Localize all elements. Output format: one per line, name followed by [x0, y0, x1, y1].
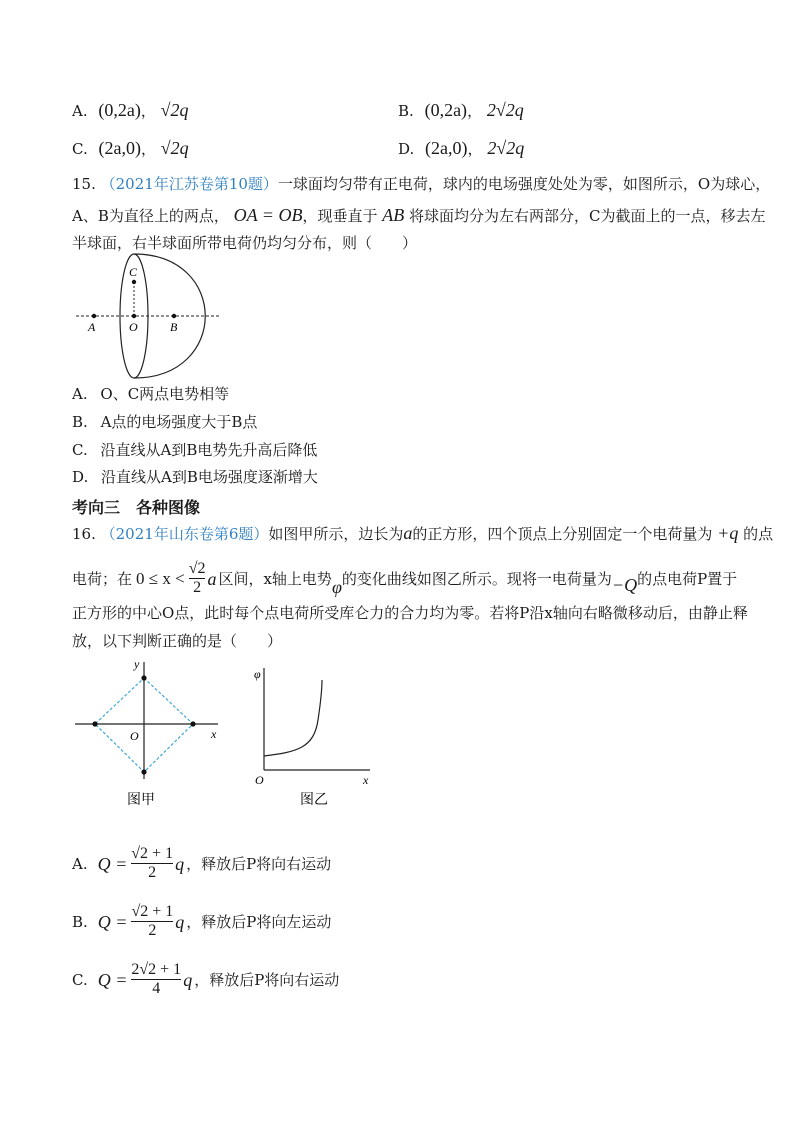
q15-line2: [72, 205, 766, 226]
var-q: q: [175, 853, 185, 874]
label-y: y: [134, 657, 140, 671]
var-q: q: [183, 969, 193, 990]
question-text: 将球面均分为左右两部分，C为截面上的一点，移去左: [409, 207, 766, 225]
option-charge: √2q: [160, 138, 189, 158]
question-source: （2021年江苏卷第10题）: [100, 175, 278, 193]
charge-minus-q: −Q: [611, 574, 638, 595]
question-text: 一球面均匀带有正电荷，球内的电场强度处处为零，如图所示，O为球心，: [277, 175, 771, 193]
hemisphere-figure: [74, 248, 234, 388]
label-o: O: [130, 729, 139, 743]
question-source: （2021年山东卷第6题）: [100, 525, 269, 543]
option-letter: C.: [72, 140, 88, 158]
q14-option-d: D. (2a,0)， 2√2q: [398, 138, 525, 158]
q16-option-b: [72, 903, 331, 940]
question-text: 的变化曲线如图乙所示。现将一电荷量为: [341, 569, 612, 588]
q15-line1: [72, 174, 770, 194]
q14-option-a: A. (0,2a)， √2q: [72, 100, 189, 120]
label-x: x: [363, 773, 369, 787]
symbol-phi: φ: [331, 576, 342, 597]
charge-right: [190, 721, 195, 726]
figure-jia: [70, 654, 230, 809]
question-text: A、B为直径上的两点，: [72, 207, 229, 225]
fraction-denominator: 2: [148, 864, 157, 881]
equation-oa-ob: OA = OB: [233, 205, 303, 225]
option-charge: √2q: [160, 100, 189, 120]
segment-ab: AB: [382, 205, 405, 225]
option-coord: (0,2a): [98, 100, 141, 120]
fraction-numerator: √2 + 1: [131, 845, 174, 862]
fraction-denominator: 2: [193, 579, 202, 596]
q16-line3: [72, 603, 748, 623]
question-text: 的正方形，四个顶点上分别固定一个电荷量为: [412, 525, 713, 543]
label-phi: φ: [254, 667, 261, 681]
fraction-denominator: 2: [148, 922, 157, 939]
fraction-sqrt2-over-2: [189, 560, 206, 597]
option-q-eq: Q =: [97, 853, 128, 874]
option-charge: 2√2q: [487, 138, 525, 158]
question-text: 如图甲所示，边长为: [268, 525, 404, 543]
charge-plus-q: +q: [717, 523, 739, 543]
option-text: 沿直线从A到B电场强度逐渐增大: [101, 468, 318, 486]
question-number: 15.: [72, 175, 96, 193]
figure-yi: [252, 660, 382, 810]
option-text: 沿直线从A到B电势先升高后降低: [100, 441, 318, 459]
label-o: O: [129, 320, 138, 334]
q14-option-b: B. (0,2a)， 2√2q: [398, 100, 524, 120]
q16-line2: [72, 560, 737, 597]
caption-jia: 图甲: [127, 793, 155, 808]
option-letter: B.: [72, 912, 88, 931]
option-q-eq: Q =: [97, 969, 128, 990]
question-text: 放，以下判断正确的是（ ）: [72, 632, 283, 650]
option-letter: C.: [72, 441, 88, 459]
fraction-numerator: 2√2 + 1: [131, 961, 182, 978]
option-letter: A.: [72, 385, 88, 403]
option-letter: A.: [72, 854, 88, 873]
section-title: 考向三 各种图像: [72, 498, 201, 517]
option-charge: 2√2q: [486, 100, 524, 120]
point-o: [132, 314, 136, 318]
q15-option-a: [72, 384, 229, 404]
fraction-numerator: √2: [188, 560, 206, 577]
question-number: 16.: [72, 525, 96, 543]
option-letter: D.: [398, 140, 415, 158]
q14-option-c: C. (2a,0)， √2q: [72, 138, 189, 158]
option-coord: (2a,0): [98, 138, 141, 158]
charge-bottom: [141, 769, 146, 774]
option-text: ，释放后P将向右运动: [194, 970, 340, 989]
point-a: [92, 314, 96, 318]
question-text: ，现垂直于: [302, 207, 378, 225]
potential-curve: [264, 680, 322, 756]
range-inequality: 0 ≤ x <: [136, 568, 185, 588]
label-o: O: [255, 773, 264, 787]
question-text: 区间，x轴上电势: [218, 569, 332, 588]
question-text: 电荷；在: [72, 569, 133, 588]
question-text: 半球面，右半球面所带电荷仍均匀分布，则（ ）: [72, 234, 418, 252]
question-text: 的点电荷P置于: [637, 569, 738, 588]
point-c: [132, 280, 136, 284]
option-fraction: [131, 845, 173, 882]
var-a: a: [207, 568, 217, 589]
label-b: B: [170, 320, 178, 334]
option-letter: B.: [72, 413, 88, 431]
q16-line1: [72, 523, 773, 544]
q15-option-d: [72, 467, 318, 487]
q16-line4: [72, 631, 282, 651]
fraction-numerator: √2 + 1: [131, 903, 174, 920]
option-text: ，释放后P将向左运动: [186, 912, 332, 931]
option-letter: A.: [72, 102, 88, 120]
q16-option-c: [72, 961, 339, 998]
option-letter: C.: [72, 970, 88, 989]
label-c: C: [129, 265, 138, 279]
label-a: A: [88, 320, 96, 334]
option-text: O、C两点电势相等: [100, 385, 230, 403]
var-a: a: [403, 523, 413, 543]
option-text: ，释放后P将向右运动: [186, 854, 332, 873]
point-b: [172, 314, 176, 318]
option-coord: (2a,0): [425, 138, 468, 158]
q15-option-b: [72, 412, 257, 432]
right-hemisphere-outline: [134, 254, 205, 378]
charge-top: [141, 675, 146, 680]
option-letter: B.: [398, 102, 414, 120]
caption-yi: 图乙: [300, 793, 328, 808]
var-q: q: [175, 911, 185, 932]
q16-option-a: [72, 845, 331, 882]
option-fraction: [131, 903, 173, 940]
option-coord: (0,2a): [424, 100, 468, 120]
option-letter: D.: [72, 468, 89, 486]
charge-left: [92, 721, 97, 726]
label-x: x: [211, 727, 217, 741]
fraction-denominator: 4: [152, 980, 161, 997]
option-text: A点的电场强度大于B点: [100, 413, 258, 431]
question-text: 正方形的中心O点，此时每个点电荷所受库仑力的合力均为零。若将P沿x轴向右略微移动后，由静止释: [72, 604, 748, 622]
option-fraction: [131, 961, 181, 998]
option-q-eq: Q =: [97, 911, 128, 932]
question-text: 的点: [743, 525, 774, 543]
q15-option-c: [72, 440, 317, 460]
